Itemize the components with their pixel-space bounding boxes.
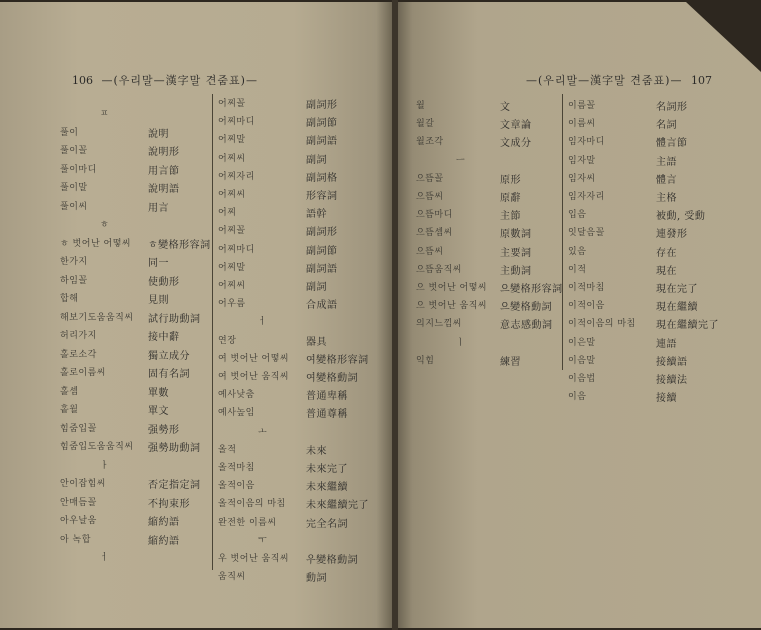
left-page <box>0 2 392 628</box>
entry-hanja: 單文 <box>148 406 169 417</box>
entry-korean: 익힘 <box>416 355 435 366</box>
entry-hanja: 主動詞 <box>500 265 532 277</box>
entry-korean: 으 벗어난 움직씨 <box>416 301 488 312</box>
entry-korean: 홀로이름씨 <box>60 368 106 378</box>
entry-hanja: 存在 <box>656 247 677 259</box>
entry-hanja: 說明 <box>148 128 169 140</box>
entry-korean: 월 <box>416 101 426 111</box>
entry-hanja: 副詞節 <box>306 118 338 130</box>
entry-hanja: 名詞 <box>656 120 677 132</box>
entry-korean: 풀이씨 <box>60 201 88 212</box>
section-letter: ㅍ <box>100 109 110 119</box>
entry-hanja: 器具 <box>306 336 327 348</box>
entry-korean: 안이잡힘씨 <box>60 479 106 489</box>
entry-hanja: 使動形 <box>148 276 180 288</box>
entry-korean: 올적 <box>218 444 237 455</box>
entry-korean: 이적이음의 마침 <box>568 319 636 330</box>
entry-hanja: 縮約語 <box>148 535 180 547</box>
entry-korean: 으뜸셈씨 <box>416 228 453 239</box>
entry-hanja: 原數詞 <box>500 229 532 241</box>
entry-hanja: 意志感動詞 <box>500 320 553 332</box>
entry-hanja: 主要詞 <box>500 247 532 259</box>
entry-hanja: 副詞格 <box>306 172 338 184</box>
entry-korean: 어찌꼴 <box>218 226 246 237</box>
entry-hanja: 現在繼續 <box>656 302 698 314</box>
entry-korean: 홀로소각 <box>60 349 97 360</box>
entry-korean: 풀이말 <box>60 183 88 193</box>
entry-korean: 이음 <box>568 392 587 403</box>
entry-korean: 임자씨 <box>568 173 596 184</box>
entry-korean: 하임꼴 <box>60 275 88 286</box>
entry-korean: 풀이마디 <box>60 164 97 175</box>
entry-korean: 여 벗어난 어떻씨 <box>218 353 290 364</box>
entry-hanja: 으變格形容詞 <box>500 284 563 295</box>
entry-korean: 이적이음 <box>568 301 605 312</box>
entry-korean: 입음 <box>568 210 587 221</box>
entry-korean: 있음 <box>568 246 587 257</box>
entry-hanja: 未來 <box>306 445 327 457</box>
entry-korean: 이적 <box>568 264 587 275</box>
entry-korean: 월갈 <box>416 119 435 130</box>
entry-hanja: 現在繼續完了 <box>656 320 719 332</box>
entry-hanja: 文成分 <box>500 138 532 150</box>
entry-hanja: 副詞語 <box>306 263 338 275</box>
entry-hanja: 接續語 <box>656 356 688 368</box>
entry-korean: 어찌말 <box>218 262 246 273</box>
entry-hanja: 文 <box>500 102 511 113</box>
entry-hanja: 動詞 <box>306 573 327 585</box>
entry-hanja: 體言 <box>656 174 677 186</box>
entry-hanja: 合成語 <box>306 300 338 312</box>
entry-korean: 완전한 이름씨 <box>218 517 277 528</box>
entry-korean: 으뜸씨 <box>416 246 444 257</box>
entry-korean: 이름꼴 <box>568 101 596 111</box>
entry-korean: 임자마디 <box>568 137 605 148</box>
entry-hanja: 우變格動詞 <box>306 555 359 566</box>
entry-hanja: 强勢助動詞 <box>148 443 201 454</box>
entry-hanja: 文章論 <box>500 120 532 132</box>
entry-korean: 어찌씨 <box>218 153 246 164</box>
entry-hanja: 主節 <box>500 211 521 223</box>
entry-korean: 임자말 <box>568 155 596 166</box>
entry-korean: 의지느낌씨 <box>416 319 462 330</box>
entry-korean: 아 녹합 <box>60 534 91 545</box>
entry-hanja: 見則 <box>148 295 169 306</box>
entry-hanja: 練習 <box>500 356 521 368</box>
entry-hanja: 體言節 <box>656 138 688 150</box>
entry-hanja: 未來繼續 <box>306 482 348 494</box>
entry-korean: 어찌자리 <box>218 171 255 182</box>
entry-hanja: 여變格形容詞 <box>306 354 369 366</box>
section-letter: ㅜ <box>258 535 268 546</box>
entry-hanja: 副詞形 <box>306 100 338 111</box>
entry-hanja: 名詞形 <box>656 102 688 113</box>
entry-hanja: 强勢形 <box>148 424 180 436</box>
entry-hanja: 普通卑稱 <box>306 391 348 403</box>
entry-korean: 올적이음의 마침 <box>218 499 286 510</box>
entry-korean: 으뜸움직씨 <box>416 264 462 275</box>
entry-korean: 올적이음 <box>218 481 255 492</box>
entry-korean: 예사높임 <box>218 408 255 419</box>
entry-hanja: 連語 <box>656 338 677 350</box>
entry-hanja: 形容詞 <box>306 191 338 202</box>
entry-hanja: 여變格動詞 <box>306 373 359 384</box>
entry-korean: 어찌씨 <box>218 281 246 291</box>
entry-korean: 잇달음꼴 <box>568 228 605 239</box>
entry-hanja: 不拘束形 <box>148 498 190 510</box>
entry-korean: 여 벗어난 움직씨 <box>218 372 290 382</box>
entry-korean: 임자자리 <box>568 192 605 202</box>
right-running-title: —(우리말—漢字말 견줌표)— <box>526 74 683 87</box>
entry-korean: 이은말 <box>568 337 596 348</box>
entry-hanja: 原辭 <box>500 193 521 204</box>
entry-korean: 어찌 <box>218 208 237 219</box>
entry-hanja: 普通尊稱 <box>306 409 348 421</box>
entry-korean: 아우날움 <box>60 516 97 526</box>
entry-korean: 어찌마디 <box>218 117 255 128</box>
entry-hanja: 原形 <box>500 174 521 186</box>
entry-korean: 해보기도움움직씨 <box>60 312 134 323</box>
entry-hanja: 未來繼續完了 <box>306 500 369 512</box>
section-letter: ㅏ <box>100 460 110 471</box>
entry-hanja: 副詞語 <box>306 136 338 148</box>
column-divider <box>212 94 213 570</box>
entry-korean: 이음법 <box>568 374 596 384</box>
entry-hanja: 接中辭 <box>148 332 180 343</box>
left-running-title: —(우리말—漢字말 견줌표)— <box>101 74 258 87</box>
entry-korean: ㅎ 벗어난 어떻씨 <box>60 238 132 249</box>
entry-korean: 월조각 <box>416 137 444 148</box>
entry-korean: 으 벗어난 어떻씨 <box>416 283 488 293</box>
entry-korean: 어찌말 <box>218 135 246 146</box>
entry-korean: 홑월 <box>60 405 79 415</box>
entry-korean: 움직씨 <box>218 572 246 583</box>
right-page-number: 107 <box>690 74 712 87</box>
entry-hanja: 接續法 <box>656 375 688 386</box>
entry-korean: 허리가지 <box>60 331 97 341</box>
entry-hanja: 으變格動詞 <box>500 302 553 314</box>
entry-korean: 이음말 <box>568 355 596 366</box>
entry-korean: 어우름 <box>218 299 246 310</box>
entry-hanja: 試行助動詞 <box>148 313 201 325</box>
entry-korean: 으뜸꼴 <box>416 173 444 184</box>
entry-hanja: 縮約語 <box>148 517 180 528</box>
entry-hanja: 主語 <box>656 156 677 168</box>
entry-hanja: 用言 <box>148 202 169 214</box>
entry-hanja: ㅎ變格形容詞 <box>148 239 211 251</box>
entry-korean: 안매듬꼴 <box>60 497 97 508</box>
entry-hanja: 否定指定詞 <box>148 480 201 491</box>
entry-korean: 연장 <box>218 335 237 346</box>
entry-hanja: 未來完了 <box>306 464 348 475</box>
entry-korean: 힘줌입꼴 <box>60 423 97 434</box>
entry-hanja: 完全名詞 <box>306 518 348 530</box>
section-letter: ㅓ <box>258 317 268 328</box>
entry-korean: 어찌씨 <box>218 190 246 200</box>
entry-korean: 이적마침 <box>568 283 605 293</box>
entry-hanja: 副詞 <box>306 154 327 166</box>
entry-korean: 풀이꼴 <box>60 146 88 156</box>
section-letter: ㅎ <box>100 220 110 230</box>
entry-hanja: 單數 <box>148 387 169 399</box>
entry-hanja: 連發形 <box>656 229 688 241</box>
left-page-number: 106 <box>72 74 93 87</box>
entry-korean: 으뜸마디 <box>416 210 453 221</box>
entry-korean: 합해 <box>60 294 79 304</box>
section-letter: ㅗ <box>258 426 268 437</box>
entry-korean: 힘줌입도움움직씨 <box>60 442 134 452</box>
entry-korean: 으뜸씨 <box>416 192 444 202</box>
section-letter: ㅡ <box>456 155 466 166</box>
entry-korean: 홀셈 <box>60 386 79 397</box>
entry-korean: 예사낮춤 <box>218 390 255 401</box>
column-divider <box>562 94 563 370</box>
entry-hanja: 說明形 <box>148 147 180 158</box>
entry-korean: 어찌꼴 <box>218 99 246 109</box>
torn-corner <box>686 2 761 72</box>
entry-hanja: 現在 <box>656 265 677 277</box>
entry-korean: 한가지 <box>60 257 88 267</box>
entry-korean: 올적마침 <box>218 463 255 473</box>
entry-hanja: 用言節 <box>148 165 180 177</box>
entry-hanja: 語幹 <box>306 209 327 221</box>
entry-korean: 풀이 <box>60 127 79 138</box>
entry-hanja: 副詞節 <box>306 245 338 257</box>
entry-hanja: 獨立成分 <box>148 350 190 362</box>
entry-hanja: 接續 <box>656 393 677 405</box>
entry-hanja: 主格 <box>656 193 677 204</box>
entry-hanja: 固有名詞 <box>148 369 190 380</box>
entry-hanja: 副詞 <box>306 282 327 293</box>
section-letter: ㅓ <box>100 553 110 563</box>
entry-hanja: 副詞形 <box>306 227 338 239</box>
left-page-header <box>68 72 258 88</box>
entry-korean: 이름씨 <box>568 119 596 130</box>
entry-korean: 우 벗어난 움직씨 <box>218 554 290 564</box>
section-letter: ㅣ <box>456 337 466 348</box>
right-page <box>398 2 761 628</box>
right-page-header <box>526 72 716 88</box>
entry-hanja: 說明語 <box>148 184 180 195</box>
entry-korean: 어찌마디 <box>218 244 255 255</box>
entry-hanja: 現在完了 <box>656 284 698 295</box>
entry-hanja: 被動, 受動 <box>656 211 706 223</box>
entry-hanja: 同一 <box>148 258 169 269</box>
